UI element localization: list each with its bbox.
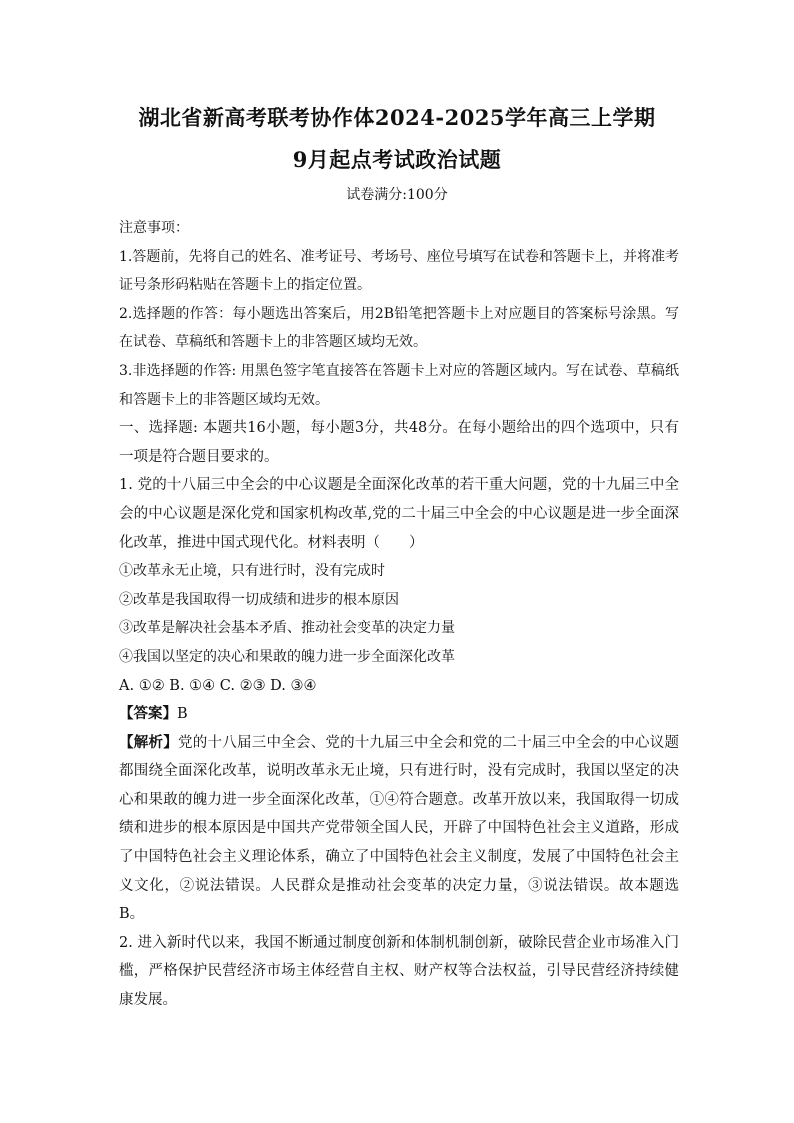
section-1-intro: 一、选择题: 本题共16小题，每小题3分，共48分。在每小题给出的四个选项中，只有一项是符合题目要求的。: [119, 420, 679, 465]
question-1-statement-2: ②改革是我国取得一切成绩和进步的根本原因: [119, 591, 399, 608]
analysis-tag: 【解析】: [119, 733, 178, 751]
question-1-statement-4: ④我国以坚定的决心和果敢的魄力进一步全面深化改革: [119, 648, 455, 665]
exam-title-line2: 9月起点考试政治试题: [292, 147, 502, 172]
question-1-statement-3: ③改革是解决社会基本矛盾、推动社会变革的决定力量: [119, 620, 455, 637]
answer-tag: 【答案】: [119, 705, 177, 723]
analysis-text: 党的十八届三中全会、党的十九届三中全会和党的二十届三中全会的中心议题都围绕全面深化改革，说明改革永无止境，只有进行时，没有完成时，我国以坚定的决心和果敢的魄力进一步全面深化改革，①④符合题意。改革开放以来，我国取得一切成绩和进步的根本原因是中国共产党带领全国人民，开辟了中国特色社会主义道路，形成了中国特色社会主义理论体系，确立了中国特色社会主义制度，发展了中国特色社会主义文化，②说法错误。人民群众是推动社会变革的决定力量，③说法错误。故本题选B。: [119, 734, 680, 923]
question-1-choices: A. ①② B. ①④ C. ②③ D. ③④: [119, 677, 317, 694]
question-1-statement-1: ①改革永无止境，只有进行时，没有完成时: [119, 563, 385, 580]
notice-heading: 注意事项：: [119, 220, 189, 236]
notice-item-2: 2.选择题的作答：每小题选出答案后，用2B铅笔把答题卡上对应题目的答案标号涂黑。写在试卷、草稿纸和答题卡上的非答题区域均无效。: [119, 305, 679, 351]
answer-value: B: [177, 706, 188, 723]
notice-item-1: 1.答题前，先将自己的姓名、准考证号、考场号、座位号填写在试卷和答题卡上，并将准考证号条形码粘贴在答题卡上的指定位置。: [119, 248, 679, 294]
notice-item-3: 3.非选择题的作答: 用黑色签字笔直接答在答题卡上对应的答题区域内。写在试卷、草稿纸和答题卡上的非答题区域均无效。: [119, 362, 679, 408]
full-score-note: 试卷满分:100分: [346, 187, 448, 203]
question-1-stem: 1. 党的十八届三中全会的中心议题是全面深化改革的若干重大问题，党的十九届三中全会的中心议题是深化党和国家机构改革,党的二十届三中全会的中心议题是进一步全面深化改革，推进中国式现代化。材料表明（ ）: [119, 477, 679, 551]
question-2-stem: 2. 进入新时代以来，我国不断通过制度创新和体制机制创新，破除民营企业市场准入门槛，严格保护民营经济市场主体经营自主权、财产权等合法权益，引导民营经济持续健康发展。: [119, 934, 679, 1009]
exam-title-line1: 湖北省新高考联考协作体2024-2025学年高三上学期: [138, 105, 656, 130]
exam-body: [119, 214, 679, 1015]
question-1-analysis: [119, 729, 679, 929]
question-1-answer: [119, 700, 679, 729]
